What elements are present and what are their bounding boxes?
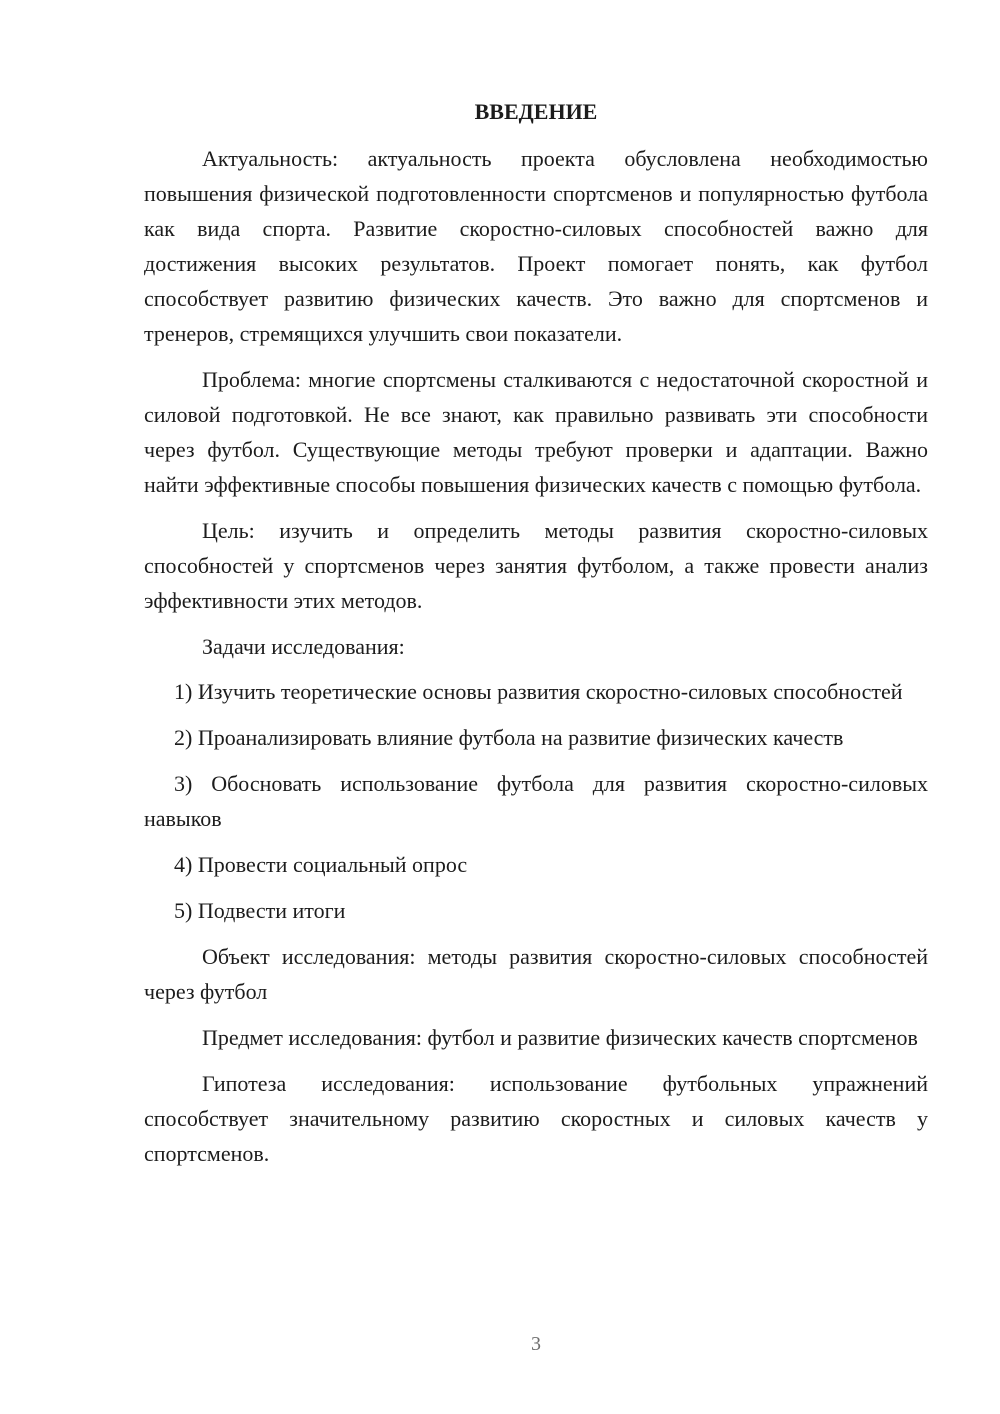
task-item: 4) Провести социальный опрос (174, 852, 468, 877)
tasks-heading: Задачи исследования: (202, 634, 405, 659)
task-item: 1) Изучить теоретические основы развития скоростно-силовых способностей (174, 679, 903, 704)
paragraph-hypothesis: Гипотеза исследования: использование футбольных упражнений способствует значительному развитию скоростных и силовых качеств у спортсменов. (144, 1071, 928, 1166)
task-item: 3) Обосновать использование футбола для развития скоростно-силовых навыков (144, 771, 928, 831)
task-item: 2) Проанализировать влияние футбола на развитие физических качеств (174, 725, 844, 750)
paragraph-object: Объект исследования: методы развития скоростно-силовых способностей через футбол (144, 944, 928, 1004)
paragraph-problem: Проблема: многие спортсмены сталкиваются с недостаточной скоростной и силовой подготовкой. Не все знают, как правильно развивать эти способности через футбол. Существующие методы требуют проверки и адаптации. Важно найти эффективные способы повышения физических качеств с помощью футбола. (144, 367, 928, 497)
task-item: 5) Подвести итоги (174, 898, 346, 923)
paragraph-goal: Цель: изучить и определить методы развития скоростно-силовых способностей у спортсменов через занятия футболом, а также провести анализ эффективности этих методов. (144, 518, 928, 613)
paragraph-subject: Предмет исследования: футбол и развитие физических качеств спортсменов (202, 1025, 918, 1050)
section-title: ВВЕДЕНИЕ (474, 99, 598, 124)
page-content (144, 94, 928, 1181)
paragraph-relevance: Актуальность: актуальность проекта обусловлена необходимостью повышения физической подготовленности спортсменов и популярностью футбола как вида спорта. Развитие скоростно-силовых способностей важно для достижения высоких результатов. Проект помогает понять, как футбол способствует развитию физических качеств. Это важно для спортсменов и тренеров, стремящихся улучшить свои показатели. (144, 146, 928, 346)
page-number: 3 (531, 1333, 541, 1355)
